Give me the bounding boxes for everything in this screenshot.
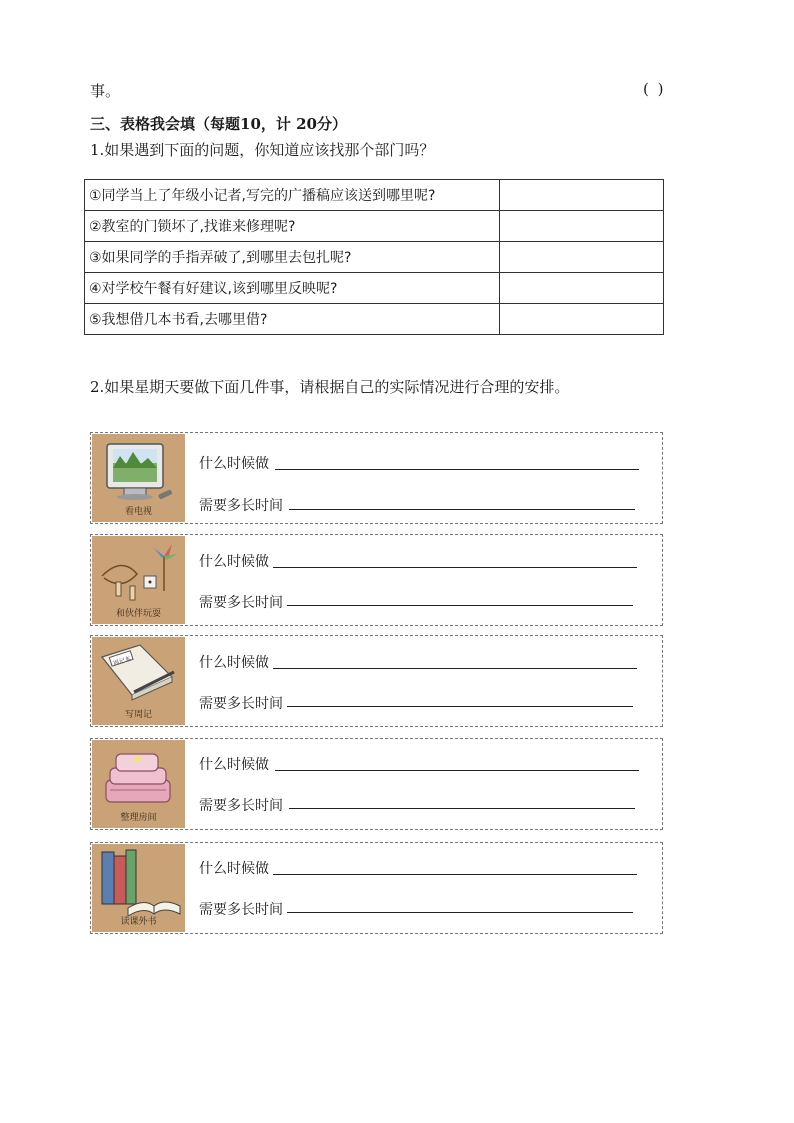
activity-card-tidy xyxy=(90,738,663,830)
when-label: 什么时候做 xyxy=(199,861,269,877)
answer-cell[interactable] xyxy=(500,180,664,211)
duration-answer-line[interactable] xyxy=(287,912,633,913)
table-row xyxy=(85,273,664,304)
when-label: 什么时候做 xyxy=(199,456,269,472)
question-1: 1.如果遇到下面的问题，你知道应该找那个部门吗？ xyxy=(90,141,435,159)
answer-cell[interactable] xyxy=(500,242,664,273)
question-cell: ⑤我想借几本书看,去哪里借? xyxy=(85,304,500,335)
question-cell: ③如果同学的手指弄破了,到哪里去包扎呢? xyxy=(85,242,500,273)
duration-label: 需要多长时间 xyxy=(199,798,283,814)
when-answer-line[interactable] xyxy=(275,469,639,470)
toys-picture xyxy=(92,536,185,624)
clothes-picture xyxy=(92,740,185,828)
answer-cell[interactable] xyxy=(500,211,664,242)
activity-caption: 看电视 xyxy=(124,507,152,517)
activity-card-reading xyxy=(90,842,663,934)
tv-picture xyxy=(92,434,185,522)
answer-parentheses[interactable]: ( ) xyxy=(643,80,666,98)
activity-card-tv xyxy=(90,432,663,524)
books-picture xyxy=(92,844,185,932)
table-row xyxy=(85,211,664,242)
question-cell: ①同学当上了年级小记者,写完的广播稿应该送到哪里呢? xyxy=(85,180,500,211)
answer-cell[interactable] xyxy=(500,273,664,304)
when-answer-line[interactable] xyxy=(273,668,637,669)
when-answer-line[interactable] xyxy=(275,770,639,771)
when-label: 什么时候做 xyxy=(199,554,269,570)
duration-label: 需要多长时间 xyxy=(199,902,283,918)
activity-caption: 写周记 xyxy=(124,710,152,720)
duration-answer-line[interactable] xyxy=(287,706,633,707)
when-label: 什么时候做 xyxy=(199,655,269,671)
notebook-picture xyxy=(92,637,185,725)
notebook-label: 周记本 xyxy=(112,655,132,668)
previous-question-ending: 事。 xyxy=(90,82,121,100)
when-answer-line[interactable] xyxy=(273,567,637,568)
activity-caption: 读课外书 xyxy=(120,917,157,927)
section-title: 三、表格我会填（每题10，计 20分） xyxy=(90,115,347,133)
activity-caption: 整理房间 xyxy=(120,813,157,823)
activity-card-journal xyxy=(90,635,663,727)
table-row xyxy=(85,242,664,273)
question-cell: ②教室的门锁坏了,找谁来修理呢? xyxy=(85,211,500,242)
answer-cell[interactable] xyxy=(500,304,664,335)
table-row xyxy=(85,304,664,335)
duration-label: 需要多长时间 xyxy=(199,498,283,514)
question-2: 2.如果星期天要做下面几件事，请根据自己的实际情况进行合理的安排。 xyxy=(90,378,570,396)
when-answer-line[interactable] xyxy=(273,874,637,875)
department-table xyxy=(84,179,664,335)
table-row xyxy=(85,180,664,211)
activity-card-play xyxy=(90,534,663,626)
duration-label: 需要多长时间 xyxy=(199,696,283,712)
when-label: 什么时候做 xyxy=(199,757,269,773)
activity-caption: 和伙伴玩耍 xyxy=(115,609,161,619)
duration-label: 需要多长时间 xyxy=(199,595,283,611)
duration-answer-line[interactable] xyxy=(287,605,633,606)
duration-answer-line[interactable] xyxy=(289,808,635,809)
question-cell: ④对学校午餐有好建议,该到哪里反映呢? xyxy=(85,273,500,304)
duration-answer-line[interactable] xyxy=(289,509,635,510)
